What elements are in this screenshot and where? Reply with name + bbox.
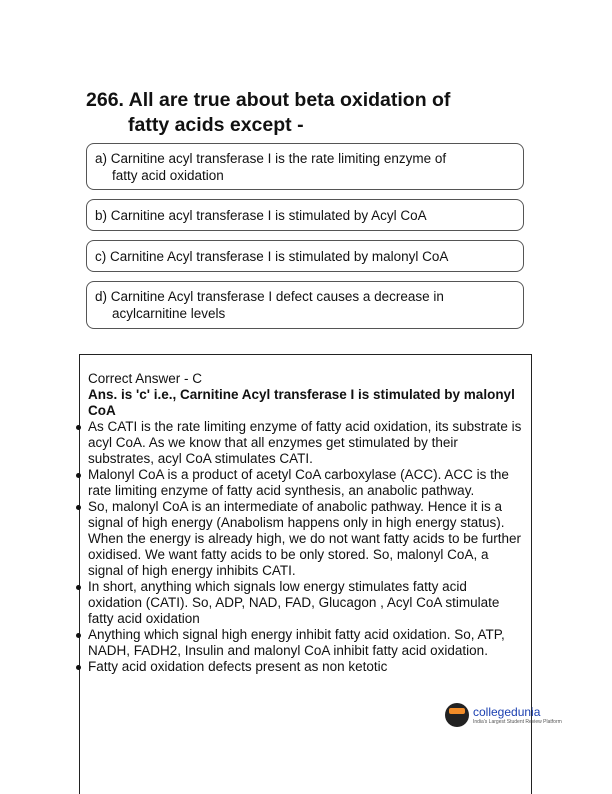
explanation-bullets (88, 419, 523, 675)
option-b[interactable] (86, 199, 524, 231)
logo-tagline: India's Largest Student Review Platform (473, 718, 562, 725)
bullet-item: Anything which signal high energy inhibit fatty acid oxidation. So, ATP, NADH, FADH2, Insulin and malonyl CoA inhibit fatty acid oxidation. (88, 627, 523, 659)
graduate-cap-icon (445, 703, 469, 727)
option-b-text: b) Carnitine acyl transferase I is stimulated by Acyl CoA (95, 207, 427, 223)
question-title (86, 88, 526, 138)
option-a-text: a) Carnitine acyl transferase I is the rate limiting enzyme of (95, 150, 447, 166)
option-d[interactable] (86, 281, 524, 329)
option-c[interactable] (86, 240, 524, 272)
logo-name: collegedunia (473, 704, 541, 719)
option-a-text-cont: fatty acid oxidation (112, 167, 224, 183)
question-line-1: 266. All are true about beta oxidation of (86, 89, 451, 111)
answer-statement: Ans. is 'c' i.e., Carnitine Acyl transferase I is stimulated by malonyl CoA (88, 387, 515, 418)
bullet-item: Malonyl CoA is a product of acetyl CoA carboxylase (ACC). ACC is the rate limiting enzyme of fatty acid synthesis, an anabolic pathway. (88, 467, 523, 499)
collegedunia-logo (445, 700, 562, 730)
option-a[interactable] (86, 143, 524, 190)
bullet-item: As CATI is the rate limiting enzyme of fatty acid oxidation, its substrate is acyl CoA. As we know that all enzymes get stimulated by their substrates, acyl CoA stimulates CATI. (88, 419, 522, 466)
correct-answer: Correct Answer - C (88, 371, 203, 386)
option-c-text: c) Carnitine Acyl transferase I is stimulated by malonyl CoA (95, 248, 449, 264)
bullet-item: So, malonyl CoA is an intermediate of anabolic pathway. Hence it is a signal of high energy (Anabolism happens only in high energy status). When the energy is already high, we do not want fatty acids to be further oxidised. We want fatty acids to be only stored. So, malonyl CoA, a signal of high energy inhibits CATI. (88, 499, 521, 578)
bullet-item: Fatty acid oxidation defects present as non ketotic (88, 659, 523, 675)
question-line-2: fatty acids except - (128, 114, 304, 136)
option-d-text: d) Carnitine Acyl transferase I defect causes a decrease in (95, 289, 444, 304)
option-d-text-cont: acylcarnitine levels (112, 306, 226, 321)
bullet-item: In short, anything which signals low energy stimulates fatty acid oxidation (CATI). So, ADP, NAD, FAD, Glucagon , Acyl CoA stimulate fatty acid oxidation (88, 579, 523, 627)
